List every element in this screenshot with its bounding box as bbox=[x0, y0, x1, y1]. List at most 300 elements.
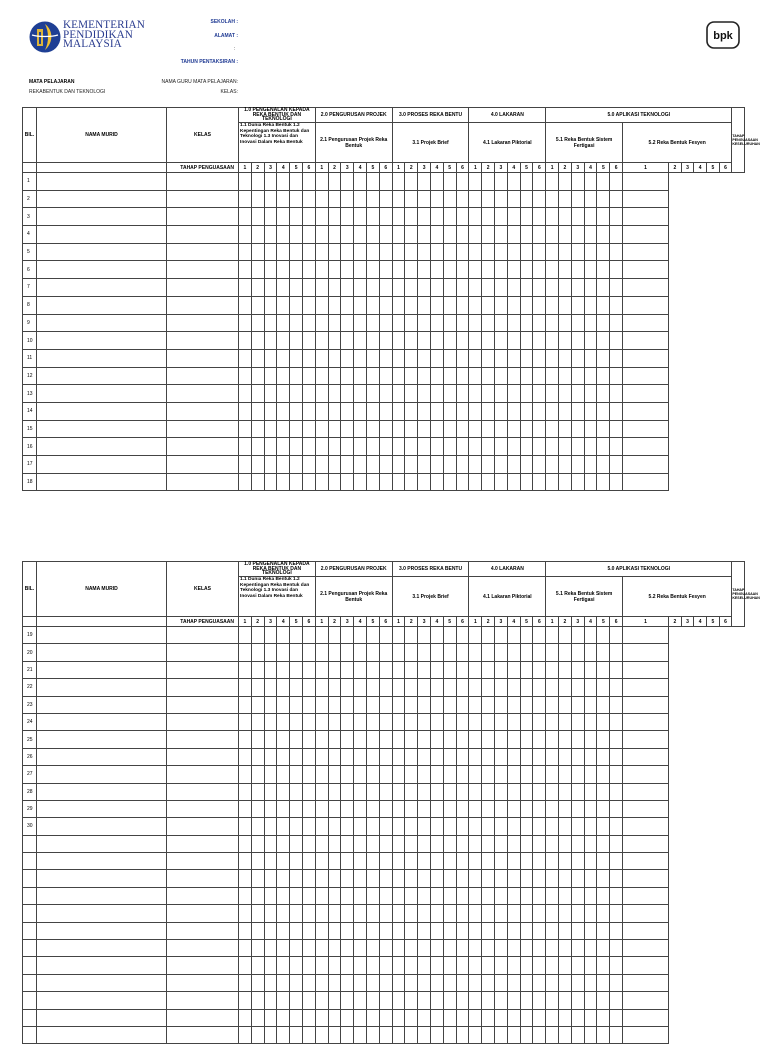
mastery-cell[interactable] bbox=[328, 644, 341, 661]
mastery-cell[interactable] bbox=[379, 870, 392, 887]
mastery-cell[interactable] bbox=[546, 853, 559, 870]
student-name-cell[interactable] bbox=[37, 835, 167, 852]
mastery-cell[interactable] bbox=[379, 1026, 392, 1043]
mastery-cell[interactable] bbox=[341, 870, 354, 887]
mastery-cell[interactable] bbox=[495, 473, 508, 491]
mastery-cell[interactable] bbox=[328, 332, 341, 350]
mastery-cell[interactable] bbox=[239, 456, 252, 474]
class-cell[interactable] bbox=[167, 1009, 239, 1026]
mastery-cell[interactable] bbox=[418, 279, 431, 297]
mastery-cell[interactable] bbox=[290, 190, 303, 208]
overall-mastery-cell[interactable] bbox=[623, 905, 669, 922]
mastery-cell[interactable] bbox=[559, 261, 572, 279]
mastery-cell[interactable] bbox=[328, 992, 341, 1009]
mastery-cell[interactable] bbox=[367, 696, 380, 713]
mastery-cell[interactable] bbox=[533, 208, 546, 226]
mastery-cell[interactable] bbox=[418, 679, 431, 696]
mastery-cell[interactable] bbox=[418, 853, 431, 870]
mastery-cell[interactable] bbox=[328, 473, 341, 491]
mastery-cell[interactable] bbox=[533, 731, 546, 748]
mastery-cell[interactable] bbox=[495, 1009, 508, 1026]
mastery-cell[interactable] bbox=[405, 957, 418, 974]
student-name-cell[interactable] bbox=[37, 731, 167, 748]
mastery-cell[interactable] bbox=[392, 783, 405, 800]
mastery-cell[interactable] bbox=[277, 332, 290, 350]
mastery-cell[interactable] bbox=[533, 957, 546, 974]
mastery-cell[interactable] bbox=[520, 296, 533, 314]
mastery-cell[interactable] bbox=[571, 922, 584, 939]
mastery-cell[interactable] bbox=[469, 818, 482, 835]
mastery-cell[interactable] bbox=[251, 887, 264, 904]
mastery-cell[interactable] bbox=[482, 713, 495, 730]
mastery-cell[interactable] bbox=[546, 226, 559, 244]
mastery-cell[interactable] bbox=[597, 853, 610, 870]
mastery-cell[interactable] bbox=[482, 766, 495, 783]
mastery-cell[interactable] bbox=[520, 696, 533, 713]
overall-mastery-cell[interactable] bbox=[623, 627, 669, 644]
student-name-cell[interactable] bbox=[37, 661, 167, 678]
class-cell[interactable] bbox=[167, 818, 239, 835]
mastery-cell[interactable] bbox=[367, 887, 380, 904]
mastery-cell[interactable] bbox=[405, 226, 418, 244]
mastery-cell[interactable] bbox=[469, 731, 482, 748]
class-cell[interactable] bbox=[167, 261, 239, 279]
mastery-cell[interactable] bbox=[315, 679, 328, 696]
mastery-cell[interactable] bbox=[239, 644, 252, 661]
class-cell[interactable] bbox=[167, 627, 239, 644]
mastery-cell[interactable] bbox=[507, 402, 520, 420]
mastery-cell[interactable] bbox=[328, 748, 341, 765]
mastery-cell[interactable] bbox=[610, 679, 623, 696]
class-cell[interactable] bbox=[167, 713, 239, 730]
mastery-cell[interactable] bbox=[405, 783, 418, 800]
mastery-cell[interactable] bbox=[495, 800, 508, 817]
mastery-cell[interactable] bbox=[379, 420, 392, 438]
mastery-cell[interactable] bbox=[277, 385, 290, 403]
mastery-cell[interactable] bbox=[328, 349, 341, 367]
mastery-cell[interactable] bbox=[546, 887, 559, 904]
class-cell[interactable] bbox=[167, 731, 239, 748]
mastery-cell[interactable] bbox=[315, 644, 328, 661]
mastery-cell[interactable] bbox=[302, 800, 315, 817]
mastery-cell[interactable] bbox=[559, 402, 572, 420]
mastery-cell[interactable] bbox=[251, 420, 264, 438]
mastery-cell[interactable] bbox=[315, 456, 328, 474]
mastery-cell[interactable] bbox=[507, 296, 520, 314]
mastery-cell[interactable] bbox=[507, 992, 520, 1009]
mastery-cell[interactable] bbox=[533, 243, 546, 261]
mastery-cell[interactable] bbox=[239, 800, 252, 817]
mastery-cell[interactable] bbox=[610, 974, 623, 991]
mastery-cell[interactable] bbox=[379, 835, 392, 852]
mastery-cell[interactable] bbox=[584, 800, 597, 817]
mastery-cell[interactable] bbox=[533, 385, 546, 403]
mastery-cell[interactable] bbox=[264, 243, 277, 261]
mastery-cell[interactable] bbox=[367, 835, 380, 852]
mastery-cell[interactable] bbox=[597, 279, 610, 297]
class-cell[interactable] bbox=[167, 385, 239, 403]
mastery-cell[interactable] bbox=[264, 887, 277, 904]
mastery-cell[interactable] bbox=[482, 957, 495, 974]
student-name-cell[interactable] bbox=[37, 627, 167, 644]
mastery-cell[interactable] bbox=[290, 1026, 303, 1043]
class-cell[interactable] bbox=[167, 696, 239, 713]
mastery-cell[interactable] bbox=[533, 420, 546, 438]
mastery-cell[interactable] bbox=[495, 696, 508, 713]
mastery-cell[interactable] bbox=[584, 887, 597, 904]
mastery-cell[interactable] bbox=[392, 243, 405, 261]
mastery-cell[interactable] bbox=[559, 818, 572, 835]
mastery-cell[interactable] bbox=[341, 783, 354, 800]
mastery-cell[interactable] bbox=[328, 226, 341, 244]
overall-mastery-cell[interactable] bbox=[623, 974, 669, 991]
mastery-cell[interactable] bbox=[520, 385, 533, 403]
mastery-cell[interactable] bbox=[328, 661, 341, 678]
mastery-cell[interactable] bbox=[379, 940, 392, 957]
mastery-cell[interactable] bbox=[610, 957, 623, 974]
mastery-cell[interactable] bbox=[559, 696, 572, 713]
mastery-cell[interactable] bbox=[520, 661, 533, 678]
mastery-cell[interactable] bbox=[482, 679, 495, 696]
mastery-cell[interactable] bbox=[597, 367, 610, 385]
mastery-cell[interactable] bbox=[302, 438, 315, 456]
mastery-cell[interactable] bbox=[405, 800, 418, 817]
mastery-cell[interactable] bbox=[533, 332, 546, 350]
mastery-cell[interactable] bbox=[533, 438, 546, 456]
mastery-cell[interactable] bbox=[328, 800, 341, 817]
mastery-cell[interactable] bbox=[597, 438, 610, 456]
mastery-cell[interactable] bbox=[367, 870, 380, 887]
mastery-cell[interactable] bbox=[469, 173, 482, 191]
mastery-cell[interactable] bbox=[239, 835, 252, 852]
mastery-cell[interactable] bbox=[597, 679, 610, 696]
mastery-cell[interactable] bbox=[507, 438, 520, 456]
mastery-cell[interactable] bbox=[341, 1026, 354, 1043]
mastery-cell[interactable] bbox=[354, 783, 367, 800]
mastery-cell[interactable] bbox=[264, 748, 277, 765]
mastery-cell[interactable] bbox=[507, 940, 520, 957]
student-name-cell[interactable] bbox=[37, 438, 167, 456]
mastery-cell[interactable] bbox=[328, 766, 341, 783]
mastery-cell[interactable] bbox=[302, 402, 315, 420]
mastery-cell[interactable] bbox=[559, 173, 572, 191]
mastery-cell[interactable] bbox=[379, 905, 392, 922]
mastery-cell[interactable] bbox=[546, 870, 559, 887]
mastery-cell[interactable] bbox=[405, 456, 418, 474]
mastery-cell[interactable] bbox=[597, 696, 610, 713]
mastery-cell[interactable] bbox=[367, 974, 380, 991]
mastery-cell[interactable] bbox=[584, 974, 597, 991]
mastery-cell[interactable] bbox=[379, 748, 392, 765]
mastery-cell[interactable] bbox=[277, 887, 290, 904]
mastery-cell[interactable] bbox=[584, 627, 597, 644]
mastery-cell[interactable] bbox=[610, 627, 623, 644]
mastery-cell[interactable] bbox=[507, 800, 520, 817]
mastery-cell[interactable] bbox=[571, 870, 584, 887]
mastery-cell[interactable] bbox=[251, 766, 264, 783]
mastery-cell[interactable] bbox=[379, 261, 392, 279]
mastery-cell[interactable] bbox=[443, 456, 456, 474]
mastery-cell[interactable] bbox=[341, 296, 354, 314]
mastery-cell[interactable] bbox=[520, 1026, 533, 1043]
mastery-cell[interactable] bbox=[431, 1026, 444, 1043]
mastery-cell[interactable] bbox=[328, 922, 341, 939]
mastery-cell[interactable] bbox=[328, 974, 341, 991]
mastery-cell[interactable] bbox=[431, 783, 444, 800]
mastery-cell[interactable] bbox=[302, 783, 315, 800]
overall-mastery-cell[interactable] bbox=[623, 456, 669, 474]
mastery-cell[interactable] bbox=[559, 385, 572, 403]
mastery-cell[interactable] bbox=[341, 800, 354, 817]
mastery-cell[interactable] bbox=[456, 905, 469, 922]
mastery-cell[interactable] bbox=[520, 679, 533, 696]
overall-mastery-cell[interactable] bbox=[623, 173, 669, 191]
mastery-cell[interactable] bbox=[584, 818, 597, 835]
student-name-cell[interactable] bbox=[37, 905, 167, 922]
mastery-cell[interactable] bbox=[520, 173, 533, 191]
mastery-cell[interactable] bbox=[584, 1026, 597, 1043]
mastery-cell[interactable] bbox=[328, 783, 341, 800]
mastery-cell[interactable] bbox=[239, 661, 252, 678]
mastery-cell[interactable] bbox=[315, 887, 328, 904]
mastery-cell[interactable] bbox=[533, 173, 546, 191]
mastery-cell[interactable] bbox=[367, 1009, 380, 1026]
mastery-cell[interactable] bbox=[251, 261, 264, 279]
student-name-cell[interactable] bbox=[37, 208, 167, 226]
class-cell[interactable] bbox=[167, 992, 239, 1009]
mastery-cell[interactable] bbox=[456, 261, 469, 279]
mastery-cell[interactable] bbox=[239, 887, 252, 904]
mastery-cell[interactable] bbox=[277, 748, 290, 765]
mastery-cell[interactable] bbox=[302, 940, 315, 957]
mastery-cell[interactable] bbox=[302, 731, 315, 748]
mastery-cell[interactable] bbox=[341, 261, 354, 279]
mastery-cell[interactable] bbox=[571, 957, 584, 974]
mastery-cell[interactable] bbox=[367, 661, 380, 678]
mastery-cell[interactable] bbox=[443, 887, 456, 904]
mastery-cell[interactable] bbox=[584, 679, 597, 696]
mastery-cell[interactable] bbox=[277, 314, 290, 332]
mastery-cell[interactable] bbox=[559, 731, 572, 748]
mastery-cell[interactable] bbox=[379, 385, 392, 403]
mastery-cell[interactable] bbox=[597, 456, 610, 474]
class-cell[interactable] bbox=[167, 957, 239, 974]
mastery-cell[interactable] bbox=[367, 173, 380, 191]
mastery-cell[interactable] bbox=[456, 1009, 469, 1026]
overall-mastery-cell[interactable] bbox=[623, 713, 669, 730]
mastery-cell[interactable] bbox=[559, 853, 572, 870]
mastery-cell[interactable] bbox=[251, 835, 264, 852]
overall-mastery-cell[interactable] bbox=[623, 800, 669, 817]
mastery-cell[interactable] bbox=[520, 905, 533, 922]
mastery-cell[interactable] bbox=[290, 261, 303, 279]
mastery-cell[interactable] bbox=[495, 853, 508, 870]
mastery-cell[interactable] bbox=[418, 1026, 431, 1043]
mastery-cell[interactable] bbox=[443, 696, 456, 713]
mastery-cell[interactable] bbox=[482, 974, 495, 991]
mastery-cell[interactable] bbox=[251, 661, 264, 678]
mastery-cell[interactable] bbox=[571, 296, 584, 314]
mastery-cell[interactable] bbox=[367, 208, 380, 226]
mastery-cell[interactable] bbox=[533, 800, 546, 817]
mastery-cell[interactable] bbox=[520, 818, 533, 835]
mastery-cell[interactable] bbox=[379, 173, 392, 191]
student-name-cell[interactable] bbox=[37, 974, 167, 991]
overall-mastery-cell[interactable] bbox=[623, 402, 669, 420]
mastery-cell[interactable] bbox=[405, 679, 418, 696]
mastery-cell[interactable] bbox=[328, 385, 341, 403]
mastery-cell[interactable] bbox=[546, 402, 559, 420]
mastery-cell[interactable] bbox=[431, 1009, 444, 1026]
mastery-cell[interactable] bbox=[418, 766, 431, 783]
mastery-cell[interactable] bbox=[469, 766, 482, 783]
mastery-cell[interactable] bbox=[431, 731, 444, 748]
mastery-cell[interactable] bbox=[443, 420, 456, 438]
mastery-cell[interactable] bbox=[328, 696, 341, 713]
mastery-cell[interactable] bbox=[597, 226, 610, 244]
mastery-cell[interactable] bbox=[610, 402, 623, 420]
mastery-cell[interactable] bbox=[533, 1026, 546, 1043]
mastery-cell[interactable] bbox=[315, 367, 328, 385]
mastery-cell[interactable] bbox=[379, 473, 392, 491]
mastery-cell[interactable] bbox=[315, 661, 328, 678]
mastery-cell[interactable] bbox=[431, 957, 444, 974]
mastery-cell[interactable] bbox=[546, 420, 559, 438]
mastery-cell[interactable] bbox=[239, 627, 252, 644]
mastery-cell[interactable] bbox=[610, 332, 623, 350]
mastery-cell[interactable] bbox=[290, 367, 303, 385]
mastery-cell[interactable] bbox=[354, 835, 367, 852]
mastery-cell[interactable] bbox=[239, 818, 252, 835]
mastery-cell[interactable] bbox=[354, 905, 367, 922]
mastery-cell[interactable] bbox=[315, 1009, 328, 1026]
mastery-cell[interactable] bbox=[315, 713, 328, 730]
mastery-cell[interactable] bbox=[239, 870, 252, 887]
mastery-cell[interactable] bbox=[315, 279, 328, 297]
mastery-cell[interactable] bbox=[392, 661, 405, 678]
mastery-cell[interactable] bbox=[405, 1009, 418, 1026]
mastery-cell[interactable] bbox=[495, 783, 508, 800]
mastery-cell[interactable] bbox=[456, 748, 469, 765]
mastery-cell[interactable] bbox=[251, 190, 264, 208]
mastery-cell[interactable] bbox=[302, 766, 315, 783]
student-name-cell[interactable] bbox=[37, 940, 167, 957]
mastery-cell[interactable] bbox=[495, 644, 508, 661]
mastery-cell[interactable] bbox=[328, 243, 341, 261]
mastery-cell[interactable] bbox=[251, 402, 264, 420]
mastery-cell[interactable] bbox=[610, 992, 623, 1009]
mastery-cell[interactable] bbox=[239, 940, 252, 957]
mastery-cell[interactable] bbox=[533, 190, 546, 208]
mastery-cell[interactable] bbox=[341, 314, 354, 332]
mastery-cell[interactable] bbox=[418, 957, 431, 974]
mastery-cell[interactable] bbox=[533, 226, 546, 244]
mastery-cell[interactable] bbox=[290, 279, 303, 297]
overall-mastery-cell[interactable] bbox=[623, 870, 669, 887]
student-name-cell[interactable] bbox=[37, 766, 167, 783]
mastery-cell[interactable] bbox=[277, 456, 290, 474]
mastery-cell[interactable] bbox=[328, 940, 341, 957]
mastery-cell[interactable] bbox=[354, 456, 367, 474]
mastery-cell[interactable] bbox=[546, 1026, 559, 1043]
mastery-cell[interactable] bbox=[302, 853, 315, 870]
mastery-cell[interactable] bbox=[533, 887, 546, 904]
mastery-cell[interactable] bbox=[584, 438, 597, 456]
mastery-cell[interactable] bbox=[559, 887, 572, 904]
mastery-cell[interactable] bbox=[482, 627, 495, 644]
mastery-cell[interactable] bbox=[379, 679, 392, 696]
overall-mastery-cell[interactable] bbox=[623, 853, 669, 870]
mastery-cell[interactable] bbox=[328, 731, 341, 748]
mastery-cell[interactable] bbox=[239, 905, 252, 922]
mastery-cell[interactable] bbox=[546, 713, 559, 730]
class-cell[interactable] bbox=[167, 870, 239, 887]
mastery-cell[interactable] bbox=[315, 208, 328, 226]
mastery-cell[interactable] bbox=[354, 748, 367, 765]
mastery-cell[interactable] bbox=[456, 456, 469, 474]
mastery-cell[interactable] bbox=[546, 190, 559, 208]
mastery-cell[interactable] bbox=[277, 279, 290, 297]
mastery-cell[interactable] bbox=[546, 279, 559, 297]
mastery-cell[interactable] bbox=[533, 974, 546, 991]
mastery-cell[interactable] bbox=[495, 226, 508, 244]
mastery-cell[interactable] bbox=[571, 385, 584, 403]
mastery-cell[interactable] bbox=[290, 661, 303, 678]
mastery-cell[interactable] bbox=[482, 367, 495, 385]
mastery-cell[interactable] bbox=[533, 349, 546, 367]
mastery-cell[interactable] bbox=[379, 696, 392, 713]
mastery-cell[interactable] bbox=[290, 783, 303, 800]
mastery-cell[interactable] bbox=[367, 332, 380, 350]
mastery-cell[interactable] bbox=[482, 314, 495, 332]
mastery-cell[interactable] bbox=[418, 940, 431, 957]
class-cell[interactable] bbox=[167, 190, 239, 208]
mastery-cell[interactable] bbox=[546, 173, 559, 191]
overall-mastery-cell[interactable] bbox=[623, 1026, 669, 1043]
class-cell[interactable] bbox=[167, 473, 239, 491]
mastery-cell[interactable] bbox=[533, 314, 546, 332]
mastery-cell[interactable] bbox=[469, 853, 482, 870]
mastery-cell[interactable] bbox=[302, 314, 315, 332]
mastery-cell[interactable] bbox=[546, 456, 559, 474]
mastery-cell[interactable] bbox=[584, 940, 597, 957]
mastery-cell[interactable] bbox=[610, 940, 623, 957]
mastery-cell[interactable] bbox=[495, 818, 508, 835]
mastery-cell[interactable] bbox=[533, 1009, 546, 1026]
class-cell[interactable] bbox=[167, 644, 239, 661]
mastery-cell[interactable] bbox=[546, 679, 559, 696]
mastery-cell[interactable] bbox=[597, 402, 610, 420]
mastery-cell[interactable] bbox=[443, 766, 456, 783]
mastery-cell[interactable] bbox=[507, 661, 520, 678]
mastery-cell[interactable] bbox=[597, 173, 610, 191]
mastery-cell[interactable] bbox=[302, 226, 315, 244]
mastery-cell[interactable] bbox=[341, 644, 354, 661]
mastery-cell[interactable] bbox=[482, 173, 495, 191]
mastery-cell[interactable] bbox=[367, 800, 380, 817]
mastery-cell[interactable] bbox=[482, 190, 495, 208]
mastery-cell[interactable] bbox=[354, 296, 367, 314]
mastery-cell[interactable] bbox=[302, 696, 315, 713]
mastery-cell[interactable] bbox=[354, 190, 367, 208]
mastery-cell[interactable] bbox=[495, 940, 508, 957]
mastery-cell[interactable] bbox=[418, 296, 431, 314]
mastery-cell[interactable] bbox=[264, 173, 277, 191]
mastery-cell[interactable] bbox=[315, 332, 328, 350]
mastery-cell[interactable] bbox=[264, 957, 277, 974]
mastery-cell[interactable] bbox=[584, 783, 597, 800]
mastery-cell[interactable] bbox=[302, 922, 315, 939]
